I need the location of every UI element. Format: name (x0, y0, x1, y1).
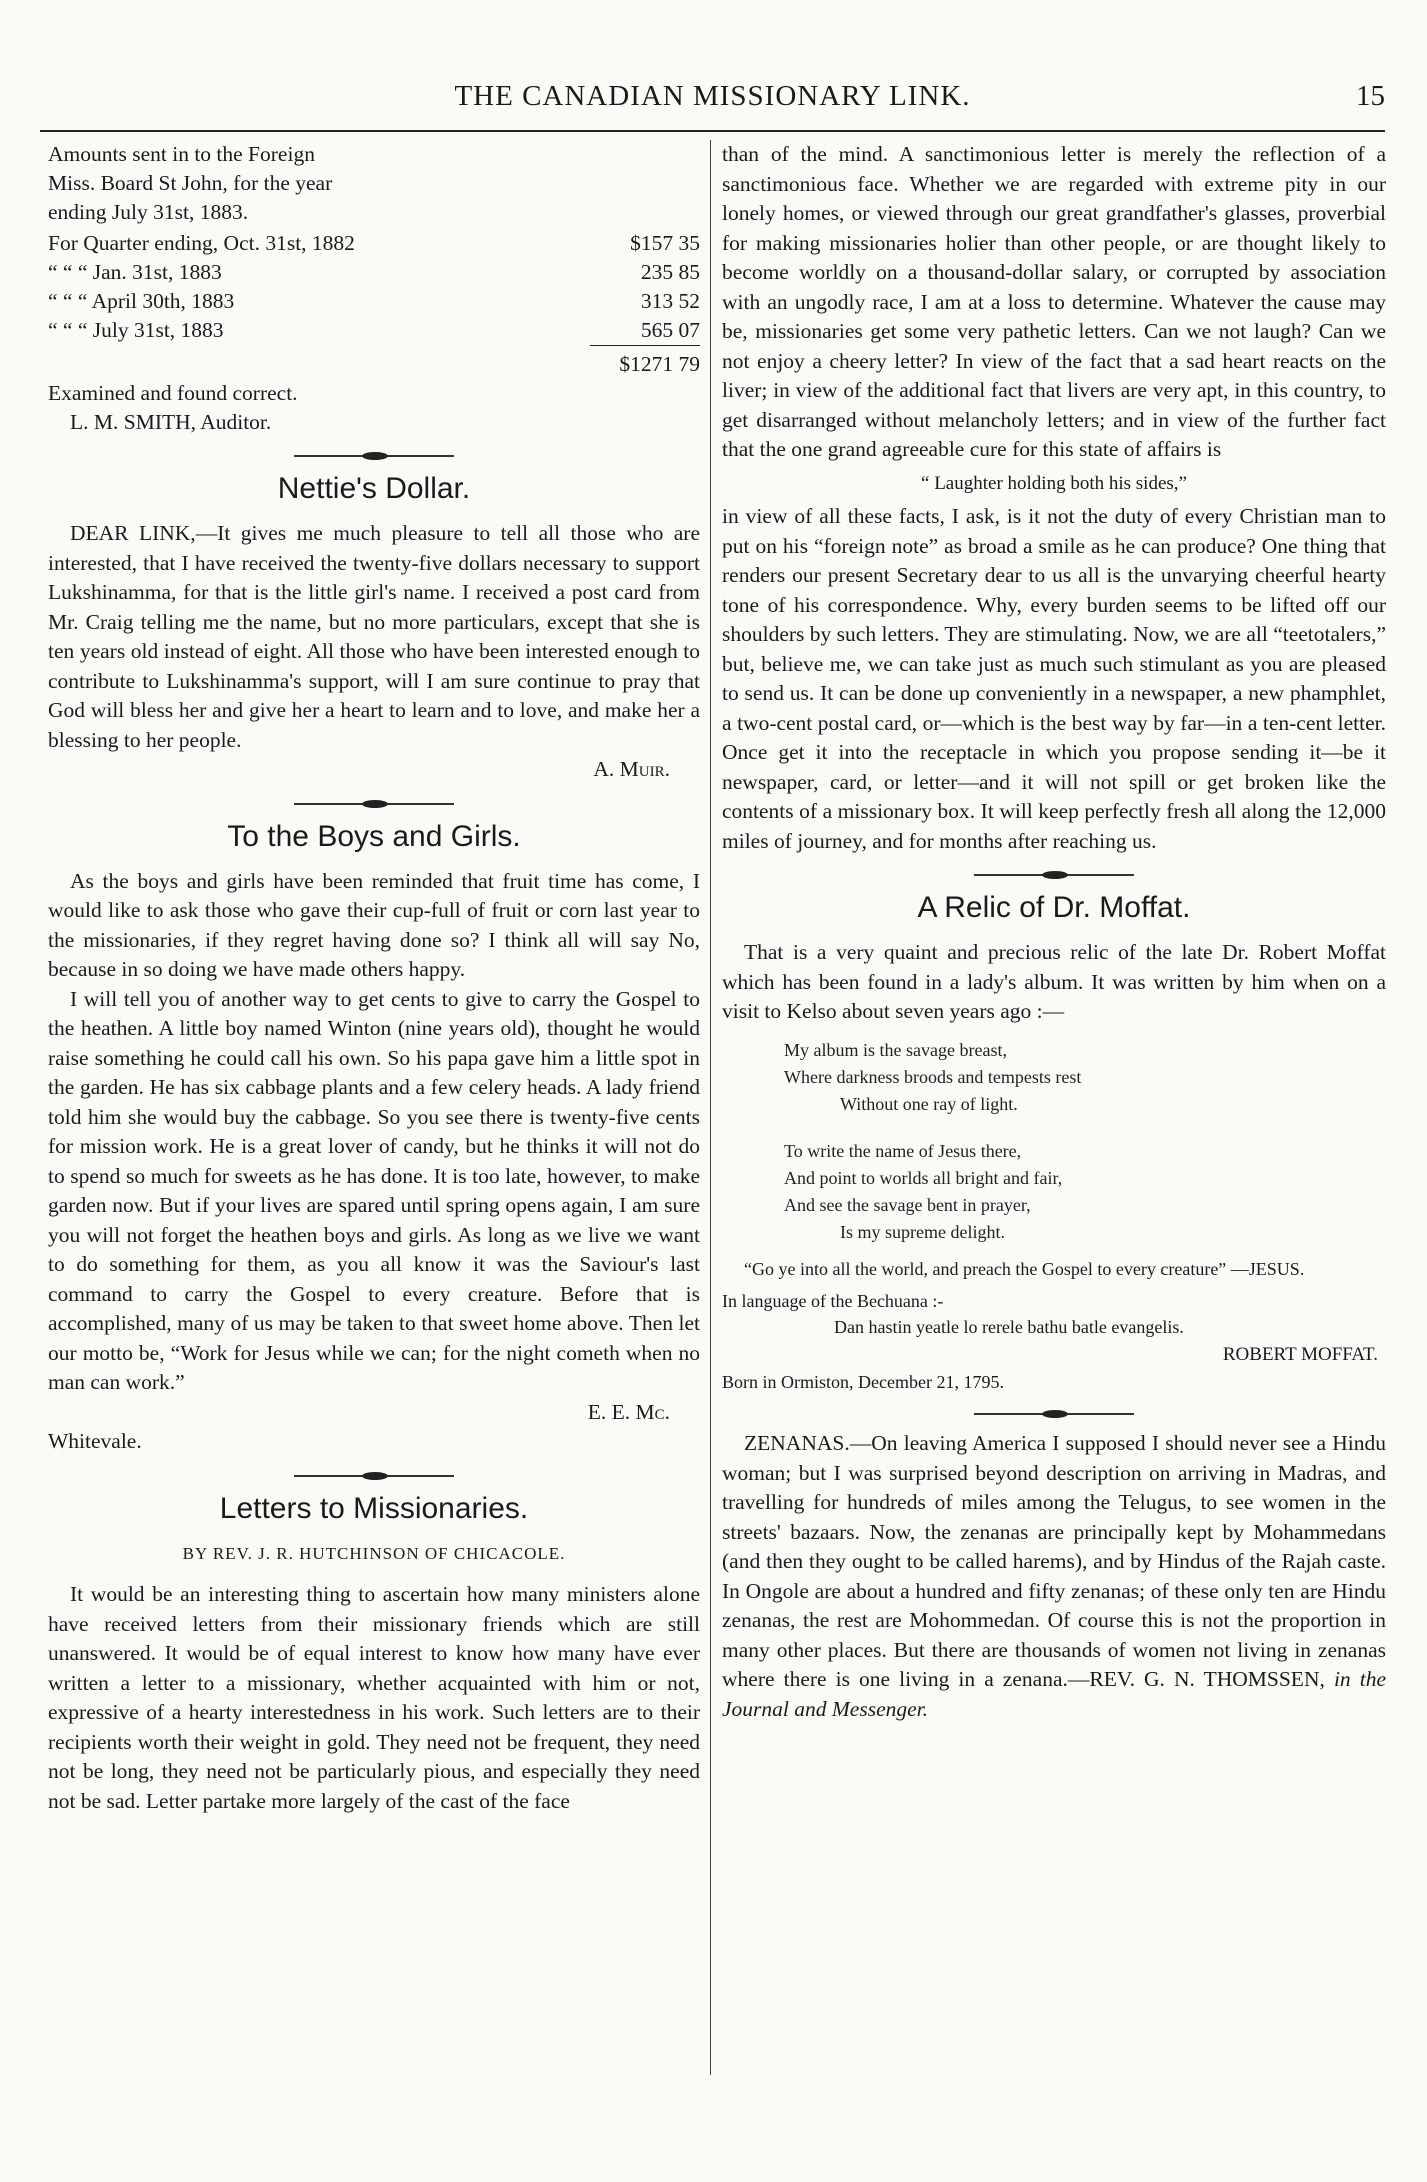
birth-note: Born in Ormiston, December 21, 1795. (722, 1372, 1004, 1392)
poem-line: Where darkness broods and tempests rest (784, 1066, 1082, 1087)
byline: BY REV. J. R. HUTCHINSON OF CHICACOLE. (182, 1543, 566, 1563)
signature: ROBERT MOFFAT. (1222, 1343, 1378, 1365)
right-column (722, 140, 1386, 1724)
account-total: $1271 79 (590, 346, 700, 380)
article-title-letters: Letters to Missionaries. (219, 1491, 529, 1525)
accounts-section (48, 140, 700, 437)
poem-line: And point to worlds all bright and fair, (784, 1167, 1063, 1188)
publication-title: THE CANADIAN MISSIONARY LINK. (454, 80, 971, 112)
account-label: “ “ “ July 31st, 1883 (48, 318, 224, 343)
poem-line: My album is the savage breast, (784, 1039, 1007, 1060)
page-header (40, 80, 1385, 132)
salutation: DEAR LINK, (70, 521, 196, 545)
account-amount: 313 52 (640, 289, 700, 313)
table-row (48, 229, 700, 258)
place-name: Whitevale. (48, 1429, 142, 1453)
account-label: “ “ “ Jan. 31st, 1883 (48, 260, 222, 284)
account-amount: $157 35 (630, 231, 700, 255)
poem (722, 1037, 1386, 1246)
article-paragraph: in view of all these facts, I ask, is it not the duty of every Christian man to put on his “foreign note” as broad a smile as he can produce? One thing that renders our present Secretary dear to us all is the unvarying cheerful hearty tone of his correspondence. Why, every burden seems to be lifted off our shoulders by such letters. They are stimulating. Now, we are all “teetotalers,” but, believe me, we can take just as much such stimulant as you are pleased to send us. It can be done up conveniently in a newspaper, a new phamphlet, a two-cent postal card, or—which is the best way by far—in a ten-cent letter. Once get it into the receptacle in which you propose sending it—be it newspaper, card, or letter—and it will not spill or get broken like the contents of a missionary box. It will keep perfectly fresh all along the 12,000 miles of journey, and for months after reaching us. (722, 504, 1386, 853)
page-number: 15 (1356, 80, 1385, 112)
article-title-boys: To the Boys and Girls. (227, 819, 521, 853)
quotation: “ Laughter holding both his sides,” (921, 472, 1187, 494)
section-separator (974, 874, 1134, 876)
poem-line: To write the name of Jesus there, (784, 1140, 1022, 1161)
left-column (48, 140, 700, 1816)
article-paragraph: As the boys and girls have been reminded that fruit time has come, I would like to ask those who gave their cup-full of fruit or corn last year to the missionaries, if they regret having done so? I think all will say No, because in so doing we have made others happy. (48, 868, 700, 981)
credit-source: in the Journal and Messenger. (722, 1667, 1386, 1721)
article-paragraph: I will tell you of another way to get cents to give to carry the Gospel to the heathen. A little boy named Winton (nine years old), thought he would raise something he could call his own. So his papa gave him a little spot in the garden. He has six cabbage plants and a few celery heads. A lady friend told him she would buy the cabbage. So you see there is twenty-five cents for mission work. He is a great lover of candy, but he thinks it will not do to spend so much for sweets as he has done. It is too late, however, to make garden now. But if your lives are spared until spring opens again, I am sure you will not forget the heathen boys and girls. As long as we live we want to do something for them, as you all know it was the Saviour's last command to carry the Gospel to every creature. Before that is accomplished, many of us may be taken to that sweet home above. Then let our motto be, “Work for Jesus while we can; for the night cometh when no man can work.” (48, 986, 700, 1394)
article-title-moffat: A Relic of Dr. Moffat. (917, 891, 1191, 924)
account-label: “ “ “ April 30th, 1883 (48, 289, 235, 313)
article-title-nettie: Nettie's Dollar. (277, 472, 471, 505)
article-paragraph: It would be an interesting thing to ascertain how many ministers alone have received letters from their missionary friends which are still unanswered. It would be of equal interest to know how many have ever written a letter to a missionary, whether acquainted with him or not, expressive of a hearty interestedness in his work. Such letters are to their recipients worth their weight in gold. They need not be frequent, they need not be long, they need not be particularly pious, and especially they need not be sad. Letter partake more largely of the cast of the face (48, 1582, 700, 1813)
table-row (48, 258, 700, 287)
poem-line: Without one ray of light. (840, 1093, 1018, 1114)
bechuana-text: Dan hastin yeatle lo rerele bathu batle evangelis. (834, 1316, 1184, 1337)
credit-name: —REV. G. N. THOMSSEN, (1067, 1667, 1325, 1691)
article-paragraph (722, 1429, 1386, 1724)
language-label: In language of the Bechuana :- (722, 1290, 944, 1311)
scripture-quote: “Go ye into all the world, and preach the Gospel to every creature” —JESUS. (744, 1258, 1305, 1279)
section-separator (974, 1413, 1134, 1415)
poem-line: And see the savage bent in prayer, (784, 1194, 1031, 1215)
table-row (48, 287, 700, 316)
account-label: For Quarter ending, Oct. 31st, 1882 (48, 231, 355, 255)
auditor-signature: L. M. SMITH, Auditor. (70, 410, 272, 434)
examined-note: Examined and found correct. (48, 381, 298, 405)
accounts-intro-line: Amounts sent in to the Foreign (48, 142, 315, 166)
signature: A. Muir. (593, 757, 670, 781)
article-paragraph: That is a very quaint and precious relic of the late Dr. Robert Moffat which has been found in a lady's album. It was written by him when on a visit to Kelso about seven years ago :— (722, 940, 1386, 1023)
poem-line: Is my supreme delight. (840, 1221, 1005, 1242)
account-amount: 235 85 (640, 260, 700, 284)
article-body: —On leaving America I supposed I should never see a Hindu woman; but I was surprised beyond description on arriving in Madras, and travelling for hundreds of miles among the Telugus, to see women in the streets' bazaars. Now, the zenanas are principally kept by Mohammedans (and then they ought to be called harems), and by Hindus of the Rajah caste. In Ongole are about a hundred and fifty zenanas; of these only ten are Hindu zenanas, the rest are Mohommedan. Of course this is not the proportion in many other places. But there are thousands of women not living in zenanas where there is one living in a zenana. (722, 1431, 1386, 1691)
article-body: —It gives me much pleasure to tell all those who are interested, that I have received the twenty-five dollars necessary to support Lukshinamma, for that is the little girl's name. I received a post card from Mr. Craig telling me the name, but no more particulars, except that she is ten years old instead of eight. All those who have been interested enough to contribute to Lukshinamma's support, will I am sure continue to pray that God will bless her and give her a heart to learn and to love, and make her a blessing to her people. (48, 521, 700, 752)
signature: E. E. Mc. (587, 1399, 670, 1424)
column-divider (710, 140, 711, 2075)
article-paragraph: than of the mind. A sanctimonious letter is merely the reflection of a sanctimonious face. Whether we are regarded with extreme pity in our lonely homes, or viewed through our great grandfather's glasses, proverbial for making missionaries holier than other people, or are thought likely to become worldly on a thousand-dollar salary, or corrupted by association with an ungodly race, I am at a loss to determine. Whatever the cause may be, missionaries get some very pathetic letters. Can we not laugh? Can we not enjoy a cheery letter? In view of the fact that a sad heart reacts on the liver; in view of the additional fact that livers are very apt, in this country, to get disarranged without melancholy letters; and in view of the further fact that the one grand agreeable cure for this state of affairs is (722, 142, 1386, 461)
accounts-table (48, 229, 700, 379)
table-row (48, 316, 700, 346)
section-separator (294, 803, 454, 805)
section-separator (294, 1475, 454, 1477)
accounts-intro-line: ending July 31st, 1883. (48, 200, 249, 224)
zenanas-lead: ZENANAS. (744, 1431, 850, 1455)
table-row (48, 346, 700, 380)
account-amount: 565 07 (640, 318, 700, 342)
accounts-intro-line: Miss. Board St John, for the year (48, 171, 333, 195)
section-separator (294, 455, 454, 457)
